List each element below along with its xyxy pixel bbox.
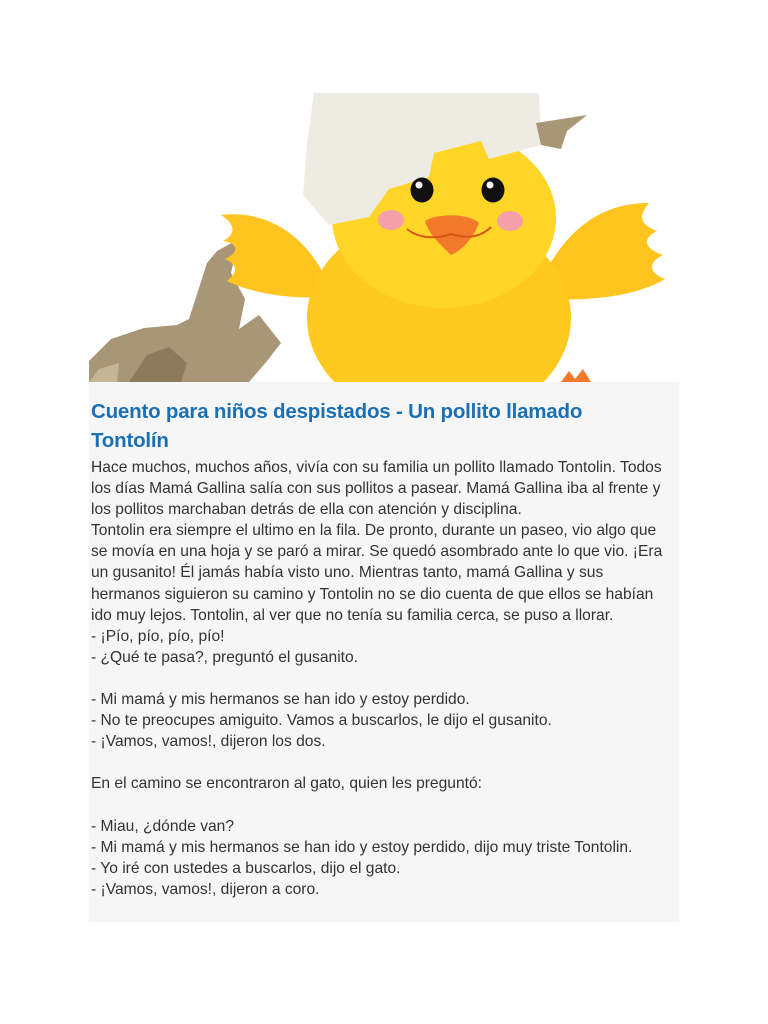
story-illustration <box>89 93 679 382</box>
title-line: Tontolín <box>91 429 169 452</box>
body-line: un gusanito! Él jamás había visto uno. Mientras tanto, mamá Gallina y sus <box>91 564 604 582</box>
body-line: - ¡Vamos, vamos!, dijeron los dos. <box>91 733 326 751</box>
body-line: - ¡Pío, pío, pío, pío! <box>91 627 225 645</box>
left-eye-icon <box>411 178 434 203</box>
article <box>89 397 669 900</box>
right-eye-icon <box>482 178 505 203</box>
left-cheek-icon <box>378 210 404 230</box>
body-line: - ¡Vamos, vamos!, dijeron a coro. <box>91 880 320 898</box>
body-line: Hace muchos, muchos años, vivía con su familia un pollito llamado Tontolin. Todos <box>91 459 662 476</box>
body-line <box>91 668 669 689</box>
body-line: hermanos siguieron su camino y Tontolin no se dio cuenta de que ellos se habían <box>91 585 654 603</box>
body-line: - Mi mamá y mis hermanos se han ido y estoy perdido, dijo muy triste Tontolin. <box>91 838 633 856</box>
article-title <box>91 397 669 455</box>
body-line: ido muy lejos. Tontolin, al ver que no tenía su familia cerca, se puso a llorar. <box>91 606 614 624</box>
body-line <box>91 795 669 816</box>
body-line <box>91 752 669 773</box>
body-line: - ¿Qué te pasa?, preguntó el gusanito. <box>91 648 358 666</box>
foot-icon <box>561 369 591 382</box>
title-line: Cuento para niños despistados - Un pollito llamado <box>91 400 583 423</box>
right-cheek-icon <box>497 211 523 231</box>
body-line: - Yo iré con ustedes a buscarlos, dijo el gato. <box>91 859 401 877</box>
body-line: Tontolin era siempre el ultimo en la fila. De pronto, durante un paseo, vio algo que <box>91 522 657 540</box>
article-body <box>91 457 669 900</box>
story-card <box>89 93 679 922</box>
chick-hatching-egg-icon <box>89 93 679 382</box>
body-line: - Mi mamá y mis hermanos se han ido y estoy perdido. <box>91 691 470 709</box>
body-line: - Miau, ¿dónde van? <box>91 817 235 835</box>
body-line: - No te preocupes amiguito. Vamos a buscarlos, le dijo el gusanito. <box>91 712 552 730</box>
left-wing-icon <box>221 214 321 297</box>
body-line: los pollitos marchaban detrás de ella con atención y disciplina. <box>91 501 522 519</box>
body-line: En el camino se encontraron al gato, quien les preguntó: <box>91 775 482 793</box>
body-line: los días Mamá Gallina salía con sus pollitos a pasear. Mamá Gallina iba al frente y <box>91 480 661 498</box>
body-line: se movía en una hoja y se paró a mirar. Se quedó asombrado ante lo que vio. ¡Era <box>91 543 663 561</box>
right-wing-icon <box>547 203 665 299</box>
